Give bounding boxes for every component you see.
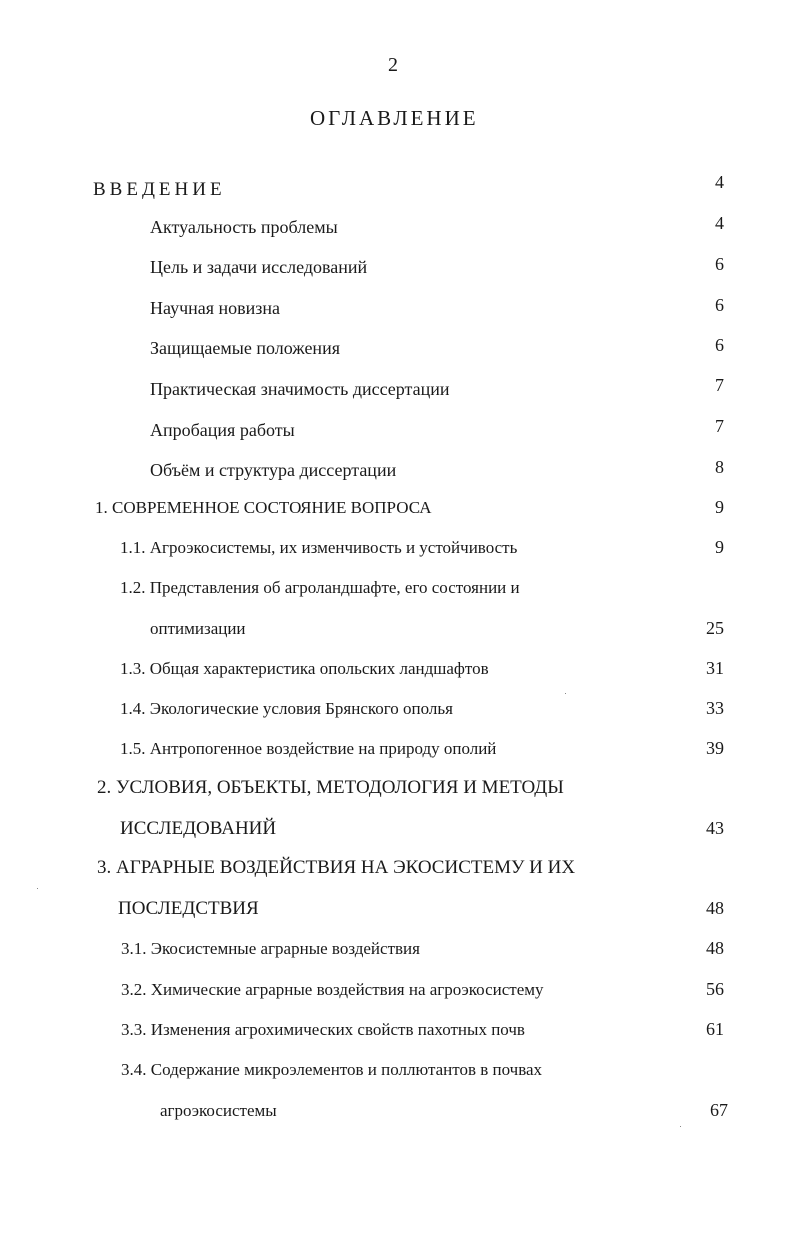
toc-entry-1-2-cont[interactable]: оптимизации [150,619,246,638]
toc-title: ОГЛАВЛЕНИЕ [310,106,479,130]
toc-page-3-2: 56 [706,979,724,999]
toc-page-chapter-3: 48 [706,898,724,918]
toc-page-3-4: 67 [710,1100,728,1120]
scan-speck [680,1126,681,1127]
scan-speck [37,888,38,889]
toc-entry-goals[interactable]: Цель и задачи исследований [150,257,368,277]
toc-page-intro: 4 [715,172,724,192]
toc-entry-novelty[interactable]: Научная новизна [150,298,281,318]
toc-entry-defended-points[interactable]: Защищаемые положения [150,338,340,358]
toc-page-1-1: 9 [715,537,724,557]
toc-entry-3-3[interactable]: 3.3. Изменения агрохимических свойств пахотных почв [121,1020,525,1039]
toc-page-chapter-2: 43 [706,818,724,838]
toc-page-structure: 8 [715,457,724,477]
toc-page-3-3: 61 [706,1019,724,1039]
toc-page-defended-points: 6 [715,335,724,355]
toc-page-goals: 6 [715,254,724,274]
toc-entry-1-4[interactable]: 1.4. Экологические условия Брянского ополья [120,699,453,718]
toc-page-relevance: 4 [715,213,724,233]
scan-speck [565,693,566,694]
toc-page-novelty: 6 [715,295,724,315]
toc-entry-3-2[interactable]: 3.2. Химические аграрные воздействия на агроэкосистему [121,980,544,999]
toc-page-1-4: 33 [706,698,724,718]
toc-page-1-3: 31 [706,658,724,678]
toc-page-chapter-1: 9 [715,497,724,517]
toc-page-approbation: 7 [715,416,724,436]
toc-entry-approbation[interactable]: Апробация работы [150,420,295,440]
toc-entry-1-2[interactable]: 1.2. Представления об агроландшафте, его состоянии и [120,578,520,597]
toc-entry-3-4-cont[interactable]: агроэкосистемы [160,1101,277,1120]
page-number: 2 [388,54,398,76]
toc-page-3-1: 48 [706,938,724,958]
toc-entry-1-1[interactable]: 1.1. Агроэкосистемы, их изменчивость и устойчивость [120,538,518,557]
toc-entry-1-3[interactable]: 1.3. Общая характеристика опольских ландшафтов [120,659,489,678]
toc-page-1-2: 25 [706,618,724,638]
toc-entry-structure[interactable]: Объём и структура диссертации [150,460,397,480]
toc-entry-relevance[interactable]: Актуальность проблемы [150,217,338,237]
toc-entry-intro[interactable]: ВВЕДЕНИЕ [93,179,226,200]
toc-entry-chapter-3-cont[interactable]: ПОСЛЕДСТВИЯ [118,898,259,919]
toc-page-practical-significance: 7 [715,375,724,395]
toc-entry-chapter-2-cont[interactable]: ИССЛЕДОВАНИЙ [120,818,277,839]
toc-entry-1-5[interactable]: 1.5. Антропогенное воздействие на природу ополий [120,739,497,758]
toc-entry-3-4[interactable]: 3.4. Содержание микроэлементов и поллютантов в почвах [121,1060,543,1079]
toc-entry-3-1[interactable]: 3.1. Экосистемные аграрные воздействия [121,939,420,958]
toc-page-1-5: 39 [706,738,724,758]
toc-entry-chapter-3[interactable]: 3. АГРАРНЫЕ ВОЗДЕЙСТВИЯ НА ЭКОСИСТЕМУ И ИХ [97,857,576,878]
toc-entry-chapter-1[interactable]: 1. СОВРЕМЕННОЕ СОСТОЯНИЕ ВОПРОСА [95,498,432,517]
toc-entry-chapter-2[interactable]: 2. УСЛОВИЯ, ОБЪЕКТЫ, МЕТОДОЛОГИЯ И МЕТОДЫ [97,777,564,798]
toc-entry-practical-significance[interactable]: Практическая значимость диссертации [150,379,450,399]
